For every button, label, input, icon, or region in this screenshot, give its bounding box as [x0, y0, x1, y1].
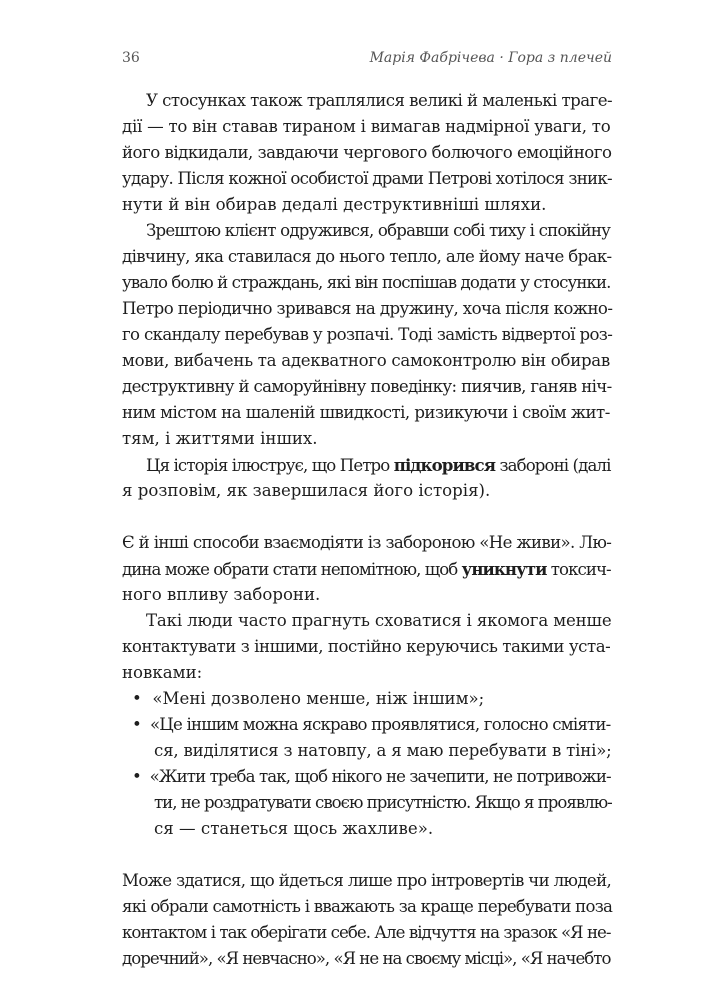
text-line — [122, 556, 612, 582]
text-run: Ця історія ілюструє, що Петро — [146, 456, 394, 475]
text-line: мови, вибачень та адекватного самоконтролю він обирав — [122, 351, 610, 370]
paragraph-5 — [122, 608, 612, 686]
text-line — [122, 764, 612, 790]
text-line: Петро періодично зривався на дружину, хоча після кожно- — [122, 299, 613, 318]
text-line: контактувати з іншими, постійно керуючись такими уста- — [122, 637, 611, 656]
text-line: Може здатися, що йдеться лише про інтровертів чи людей, — [122, 871, 612, 890]
list-item — [122, 686, 612, 712]
text-line: Зрештою клієнт одружився, обравши собі тиху і спокійну — [146, 221, 611, 240]
paragraph-3 — [122, 452, 612, 504]
bullet-marker: • — [132, 689, 142, 708]
text-line: які обрали самотність і вважають за краще перебувати поза — [122, 897, 613, 916]
text-line: ного впливу заборони. — [122, 585, 321, 604]
text-run: «Жити треба так, щоб нікого не зачепити, не потривожи- — [149, 767, 611, 786]
list-item — [122, 712, 612, 764]
text-run: токсич- — [546, 560, 611, 579]
text-line: контактом і так оберігати себе. Але відчуття на зразок «Я не- — [122, 923, 611, 942]
text-line: тям, і життями інших. — [122, 429, 318, 448]
paragraph-2 — [122, 218, 612, 452]
text-line: У стосунках також траплялися великі й маленькі траге- — [146, 91, 613, 110]
emphasis-text: підкорився — [393, 455, 496, 475]
paragraph-6 — [122, 868, 612, 972]
text-line: доречний», «Я невчасно», «Я не на своєму місці», «Я начебто — [122, 949, 611, 968]
text-line: Такі люди часто прагнуть сховатися і якомога менше — [146, 611, 612, 630]
text-line: ти, не роздратувати своєю присутністю. Якщо я проявлю- — [154, 793, 612, 812]
text-run: «Мені дозволено менше, ніж іншим»; — [152, 689, 485, 708]
text-line — [122, 712, 612, 738]
text-line: новками: — [122, 663, 203, 682]
bullet-marker: • — [132, 715, 141, 734]
text-line: го скандалу перебував у розпачі. Тоді замість відвертої роз- — [122, 325, 613, 344]
text-line: дії — то він ставав тираном і вимагав надмірної уваги, то — [122, 117, 611, 136]
text-line: деструктивну й саморуйнівну поведінку: пиячив, ганяв ніч- — [122, 377, 612, 396]
emphasis-text: уникнути — [461, 559, 547, 579]
section-break — [122, 504, 612, 530]
text-run: дина може обрати стати непомітною, щоб — [122, 560, 462, 579]
text-line: ся, виділятися з натовпу, а я маю перебувати в тіні»; — [154, 741, 612, 760]
text-line: ся — станеться щось жахливе». — [154, 819, 434, 838]
text-line — [122, 686, 612, 712]
bullet-list — [122, 686, 612, 842]
paragraph-4 — [122, 530, 612, 608]
body-text — [122, 88, 612, 972]
paragraph-1 — [122, 88, 612, 218]
text-run: «Це іншим можна яскраво проявлятися, голосно сміяти- — [149, 715, 611, 734]
list-item — [122, 764, 612, 842]
page-header — [122, 50, 612, 74]
text-line: удару. Після кожної особистої драми Петрові хотілося зник- — [122, 169, 612, 188]
text-line: Є й інші способи взаємодіяти із забороною «Не живи». Лю- — [122, 533, 612, 552]
text-line: ним містом на шаленій швидкості, ризикуючи і своїм жит- — [122, 403, 610, 422]
section-break — [122, 842, 612, 868]
running-title: Марія Фабрічева · Гора з плечей — [369, 50, 612, 66]
page-number: 36 — [122, 50, 140, 66]
text-line — [122, 452, 612, 478]
text-run: забороні (далі — [495, 456, 611, 475]
text-line: дівчину, яка ставилася до нього тепло, але йому наче брак- — [122, 247, 612, 266]
text-line: я розповім, як завершилася його історія). — [122, 481, 491, 500]
text-line: нути й він обирав дедалі деструктивніші шляхи. — [122, 195, 547, 214]
text-line: його відкидали, завдаючи чергового болючого емоційного — [122, 143, 612, 162]
text-line: увало болю й страждань, які він поспішав додати у стосунки. — [122, 273, 611, 292]
bullet-marker: • — [132, 767, 141, 786]
